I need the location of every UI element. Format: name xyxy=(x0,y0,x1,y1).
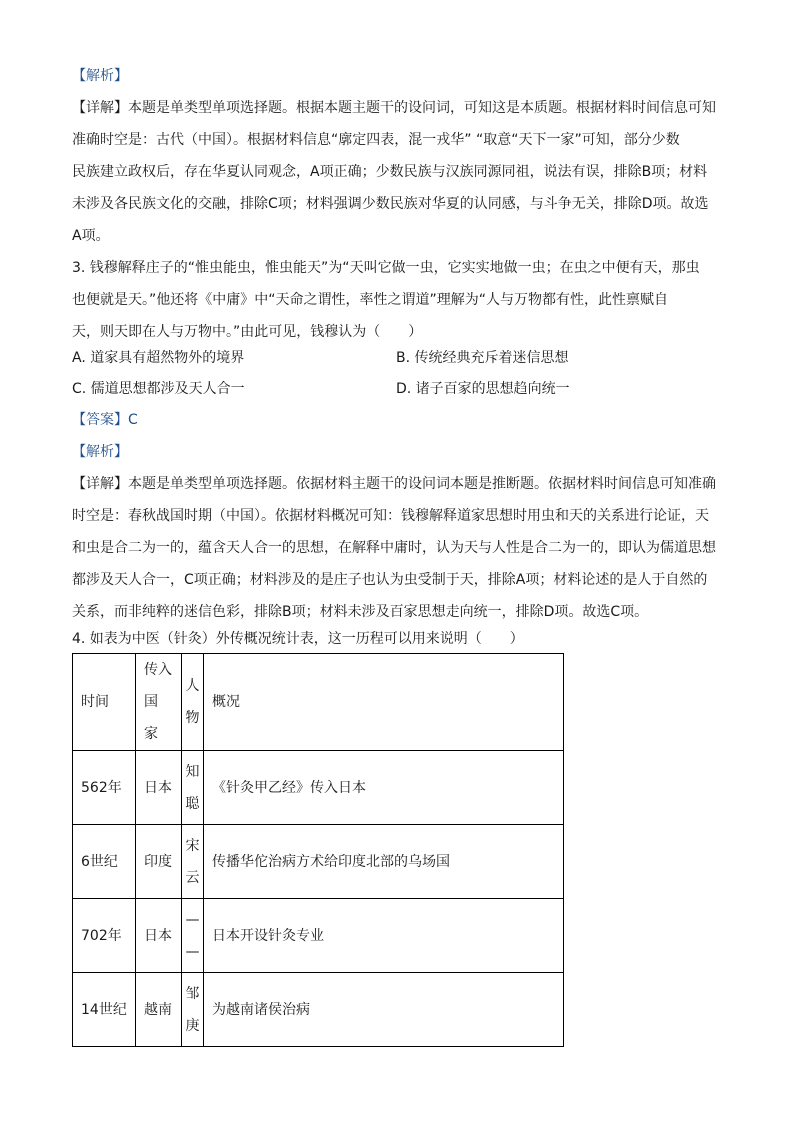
cell-time: 702年 xyxy=(73,899,136,973)
question-stem: 天，则天即在人与万物中。”由此可见，钱穆认为（ ） xyxy=(72,324,423,340)
cell-country: 越南 xyxy=(136,973,182,1047)
analysis-label: 【解析】 xyxy=(72,68,128,84)
question-stem: 也便就是天。”他还将《中庸》中“天命之谓性，率性之谓道”理解为“人与万物都有性，此性禀赋自 xyxy=(72,292,669,308)
cell-country: 日本 xyxy=(136,899,182,973)
cell-summary: 日本开设针灸专业 xyxy=(204,899,564,973)
answer-label: 【答案】C xyxy=(72,412,138,428)
cell-country: 印度 xyxy=(136,825,182,899)
detail-line: 时空是：春秋战国时期（中国）。依据材料概况可知：钱穆解释道家思想时用虫和天的关系进行论证，天 xyxy=(72,508,709,524)
detail-line: A项。 xyxy=(72,228,110,244)
cell-summary: 传播华佗治病方术给印度北部的乌场国 xyxy=(204,825,564,899)
cell-time: 6世纪 xyxy=(73,825,136,899)
detail-line: 【详解】本题是单类型单项选择题。根据本题主题干的设问词，可知这是本质题。根据材料时间信息可知 xyxy=(72,100,716,116)
table-row xyxy=(73,973,564,1047)
header-cell-person: 人 物 xyxy=(182,654,204,751)
detail-line: 和虫是合二为一的，蕴含天人合一的思想，在解释中庸时，认为天与人性是合二为一的，即认为儒道思想 xyxy=(72,540,716,556)
option-d: D. 诸子百家的思想趋向统一 xyxy=(396,381,570,397)
table-row xyxy=(73,899,564,973)
cell-time: 562年 xyxy=(73,751,136,825)
header-cell-summary: 概况 xyxy=(204,654,564,751)
detail-line: 民族建立政权后，存在华夏认同观念，A项正确；少数民族与汉族同源同祖，说法有误，排除B项；材料 xyxy=(72,164,708,180)
cell-person: 邹 庚 xyxy=(182,973,204,1047)
detail-line: 都涉及天人合一，C项正确；材料涉及的是庄子也认为虫受制于天，排除A项；材料论述的是人于自然的 xyxy=(72,572,708,588)
detail-line: 关系，而非纯粹的迷信色彩，排除B项；材料未涉及百家思想走向统一，排除D项。故选C项。 xyxy=(72,604,649,620)
cell-summary: 《针灸甲乙经》传入日本 xyxy=(204,751,564,825)
detail-line: 准确时空是：古代（中国）。根据材料信息“廓定四表，混一戎华” “取意“天下一家”可知，部分少数 xyxy=(72,132,680,148)
cell-country: 日本 xyxy=(136,751,182,825)
option-b: B. 传统经典充斥着迷信思想 xyxy=(396,350,569,366)
cell-person: 知 聪 xyxy=(182,751,204,825)
table-row xyxy=(73,825,564,899)
cell-person: 宋 云 xyxy=(182,825,204,899)
detail-line: 未涉及各民族文化的交融，排除C项；材料强调少数民族对华夏的认同感，与斗争无关，排除D项。故选 xyxy=(72,196,709,212)
detail-line: 【详解】本题是单类型单项选择题。依据材料主题干的设问词本题是推断题。依据材料时间信息可知准确 xyxy=(72,476,716,492)
cell-time: 14世纪 xyxy=(73,973,136,1047)
question-stem: 4. 如表为中医（针灸）外传概况统计表，这一历程可以用来说明（ ） xyxy=(72,631,524,647)
question-stem: 3. 钱穆解释庄子的“惟虫能虫，惟虫能天”为“天叫它做一虫，它实实地做一虫；在虫之中便有天，那虫 xyxy=(72,260,700,276)
header-cell-time: 时间 xyxy=(73,654,136,751)
option-a: A. 道家具有超然物外的境界 xyxy=(72,350,245,366)
cell-summary: 为越南诸侯治病 xyxy=(204,973,564,1047)
header-cell-country: 传入国 家 xyxy=(136,654,182,751)
option-c: C. 儒道思想都涉及天人合一 xyxy=(72,381,245,397)
analysis-label: 【解析】 xyxy=(72,444,128,460)
cell-person: — — xyxy=(182,899,204,973)
stats-table xyxy=(72,653,564,1047)
table-row xyxy=(73,751,564,825)
table-header-row xyxy=(73,654,564,751)
